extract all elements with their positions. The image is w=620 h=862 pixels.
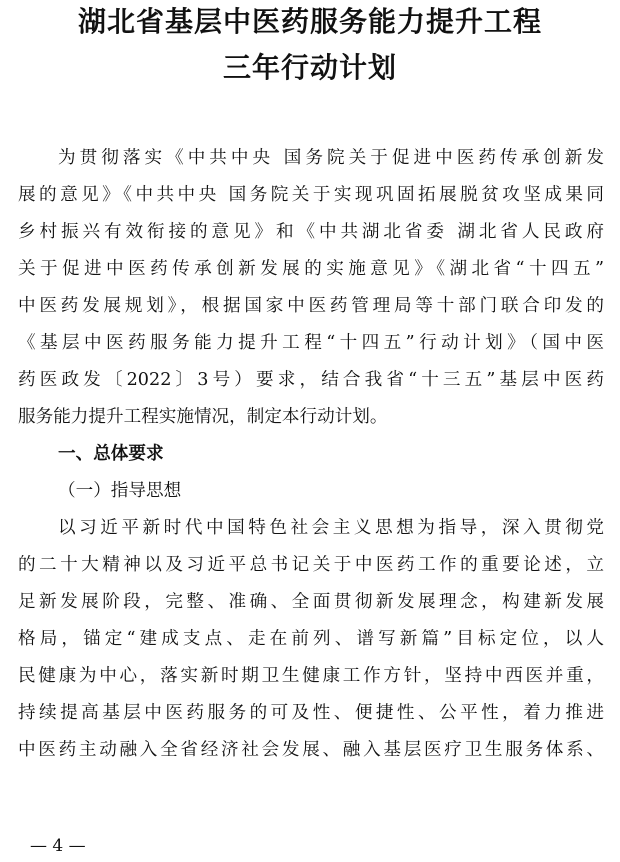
intro-line-5: 中医药发展规划》，根据国家中医药管理局等十部门联合印发的 (18, 296, 604, 316)
body-line-7: 中医药主动融入全省经济社会发展、融入基层医疗卫生服务体系、 (18, 740, 604, 760)
document-title-line-2: 三年行动计划 (222, 51, 397, 84)
body-line-2: 的二十大精神以及习近平总书记关于中医药工作的重要论述，立 (18, 555, 604, 575)
subsection-heading: （一）指导思想 (58, 481, 182, 501)
intro-line-2: 展的意见》《中共中央 国务院关于实现巩固拓展脱贫攻坚成果同 (18, 185, 604, 205)
intro-line-8: 服务能力提升工程实施情况，制定本行动计划。 (18, 407, 388, 427)
intro-line-4: 关于促进中医药传承创新发展的实施意见》《湖北省“十四五” (18, 259, 604, 279)
intro-line-1: 为贯彻落实《中共中央 国务院关于促进中医药传承创新发 (58, 148, 604, 168)
body-line-1: 以习近平新时代中国特色社会主义思想为指导，深入贯彻党 (58, 518, 604, 538)
intro-line-7: 药医政发〔2022〕3号）要求，结合我省“十三五”基层中医药 (18, 370, 604, 390)
body-line-5: 民健康为中心，落实新时期卫生健康工作方针，坚持中西医并重， (18, 666, 604, 686)
intro-line-3: 乡村振兴有效衔接的意见》和《中共湖北省委 湖北省人民政府 (18, 222, 604, 242)
section-heading: 一、总体要求 (58, 444, 164, 464)
intro-line-6: 《基层中医药服务能力提升工程“十四五”行动计划》（国中医 (18, 333, 604, 353)
body-line-4: 格局，锚定“建成支点、走在前列、谱写新篇”目标定位，以人 (18, 629, 604, 649)
body-line-3: 足新发展阶段，完整、准确、全面贯彻新发展理念，构建新发展 (18, 592, 604, 612)
page-number: — 4 — (30, 836, 86, 856)
document-title-line-1: 湖北省基层中医药服务能力提升工程 (77, 5, 542, 38)
body-line-6: 持续提高基层中医药服务的可及性、便捷性、公平性，着力推进 (18, 703, 604, 723)
